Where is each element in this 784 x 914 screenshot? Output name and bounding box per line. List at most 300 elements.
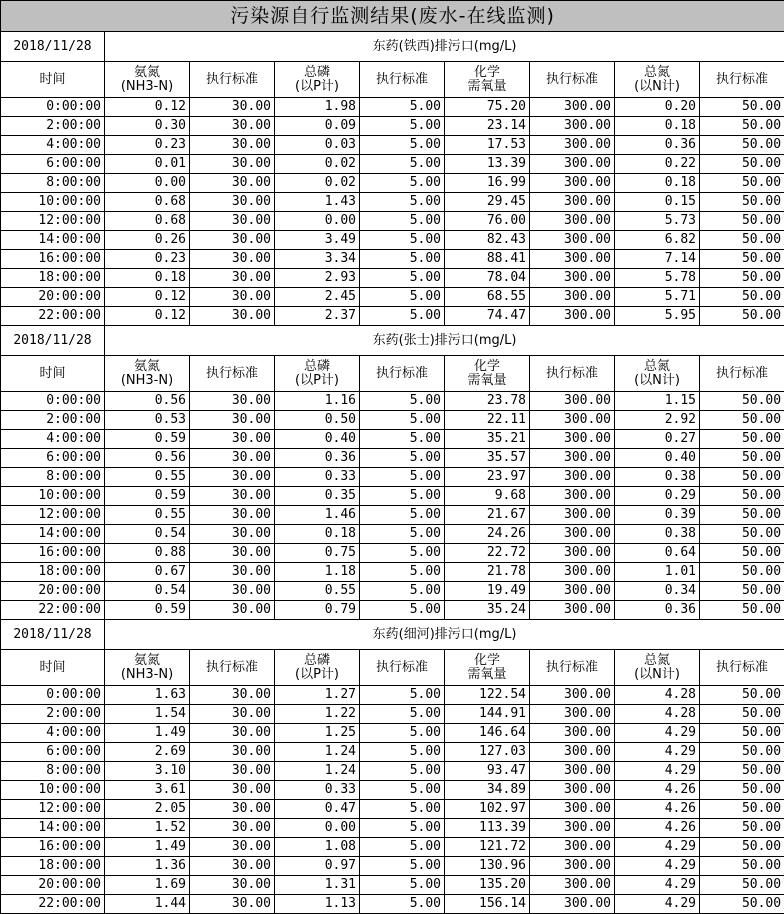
cod-standard: 300.00 [530, 705, 615, 724]
cod-value: 146.64 [445, 724, 530, 743]
header-tp-line2: (以P计) [276, 80, 358, 94]
nh3-value: 3.10 [105, 762, 190, 781]
tn-standard: 50.00 [700, 705, 784, 724]
tn-standard: 50.00 [700, 800, 784, 819]
nh3-value: 1.63 [105, 686, 190, 705]
nh3-standard: 30.00 [190, 449, 275, 468]
nh3-value: 0.68 [105, 212, 190, 231]
nh3-value: 0.12 [105, 98, 190, 117]
header-cod-line1: 化学 [446, 360, 528, 374]
nh3-standard: 30.00 [190, 269, 275, 288]
tn-standard: 50.00 [700, 544, 784, 563]
cod-value: 135.20 [445, 876, 530, 895]
cod-value: 22.11 [445, 411, 530, 430]
tp-standard: 5.00 [360, 563, 445, 582]
nh3-value: 0.23 [105, 136, 190, 155]
time-cell: 22:00:00 [1, 601, 105, 620]
tn-value: 0.27 [615, 430, 700, 449]
tp-value: 1.31 [275, 876, 360, 895]
table-row [1, 430, 784, 449]
cod-standard: 300.00 [530, 525, 615, 544]
time-cell: 4:00:00 [1, 136, 105, 155]
tp-value: 0.55 [275, 582, 360, 601]
time-cell: 8:00:00 [1, 468, 105, 487]
table-row [1, 307, 784, 326]
tp-standard: 5.00 [360, 506, 445, 525]
tn-value: 0.34 [615, 582, 700, 601]
header-time: 时间 [1, 650, 105, 686]
nh3-standard: 30.00 [190, 155, 275, 174]
cod-value: 35.57 [445, 449, 530, 468]
tn-value: 0.64 [615, 544, 700, 563]
header-standard: 执行标准 [530, 650, 615, 686]
table-row [1, 705, 784, 724]
tn-value: 0.38 [615, 525, 700, 544]
time-cell: 10:00:00 [1, 487, 105, 506]
tp-standard: 5.00 [360, 250, 445, 269]
table-row [1, 762, 784, 781]
cod-value: 68.55 [445, 288, 530, 307]
tn-standard: 50.00 [700, 430, 784, 449]
time-cell: 18:00:00 [1, 269, 105, 288]
cod-value: 156.14 [445, 895, 530, 914]
section-header-row [1, 32, 784, 62]
tp-standard: 5.00 [360, 838, 445, 857]
cod-standard: 300.00 [530, 819, 615, 838]
nh3-standard: 30.00 [190, 838, 275, 857]
header-tp-line2: (以P计) [276, 374, 358, 388]
time-cell: 4:00:00 [1, 430, 105, 449]
section-date: 2018/11/28 [1, 326, 105, 356]
cod-value: 34.89 [445, 781, 530, 800]
nh3-standard: 30.00 [190, 411, 275, 430]
header-cod-line1: 化学 [446, 654, 528, 668]
tp-standard: 5.00 [360, 98, 445, 117]
tp-value: 0.02 [275, 155, 360, 174]
tp-value: 0.33 [275, 781, 360, 800]
tn-standard: 50.00 [700, 117, 784, 136]
tn-value: 4.29 [615, 762, 700, 781]
time-cell: 12:00:00 [1, 212, 105, 231]
tp-standard: 5.00 [360, 781, 445, 800]
nh3-standard: 30.00 [190, 743, 275, 762]
cod-value: 23.14 [445, 117, 530, 136]
nh3-standard: 30.00 [190, 724, 275, 743]
cod-standard: 300.00 [530, 307, 615, 326]
header-standard: 执行标准 [360, 356, 445, 392]
header-standard: 执行标准 [190, 62, 275, 98]
tp-value: 2.45 [275, 288, 360, 307]
cod-value: 130.96 [445, 857, 530, 876]
tn-standard: 50.00 [700, 895, 784, 914]
header-nh3-line1: 氨氮 [106, 654, 188, 668]
nh3-value: 1.54 [105, 705, 190, 724]
table-row [1, 212, 784, 231]
tp-value: 3.49 [275, 231, 360, 250]
tp-value: 0.75 [275, 544, 360, 563]
tp-standard: 5.00 [360, 269, 445, 288]
nh3-value: 1.44 [105, 895, 190, 914]
tn-standard: 50.00 [700, 487, 784, 506]
table-row [1, 601, 784, 620]
header-standard: 执行标准 [700, 650, 784, 686]
time-cell: 22:00:00 [1, 895, 105, 914]
table-row [1, 231, 784, 250]
header-standard: 执行标准 [360, 62, 445, 98]
time-cell: 20:00:00 [1, 582, 105, 601]
tp-standard: 5.00 [360, 193, 445, 212]
tp-value: 0.35 [275, 487, 360, 506]
tp-standard: 5.00 [360, 601, 445, 620]
nh3-value: 0.55 [105, 468, 190, 487]
station-name: 东药(张士)排污口(mg/L) [105, 326, 784, 356]
tn-value: 0.29 [615, 487, 700, 506]
tn-value: 4.29 [615, 857, 700, 876]
nh3-value: 1.52 [105, 819, 190, 838]
cod-value: 35.21 [445, 430, 530, 449]
cod-value: 21.67 [445, 506, 530, 525]
cod-standard: 300.00 [530, 800, 615, 819]
cod-standard: 300.00 [530, 430, 615, 449]
table-row [1, 269, 784, 288]
tn-value: 0.20 [615, 98, 700, 117]
tp-standard: 5.00 [360, 743, 445, 762]
cod-standard: 300.00 [530, 231, 615, 250]
header-tp-line2: (以P计) [276, 668, 358, 682]
tp-standard: 5.00 [360, 231, 445, 250]
header-tn [615, 650, 700, 686]
tn-value: 4.26 [615, 819, 700, 838]
time-cell: 12:00:00 [1, 506, 105, 525]
tp-value: 0.00 [275, 212, 360, 231]
cod-value: 9.68 [445, 487, 530, 506]
nh3-standard: 30.00 [190, 174, 275, 193]
tp-standard: 5.00 [360, 468, 445, 487]
header-nh3 [105, 62, 190, 98]
table-row [1, 781, 784, 800]
tn-value: 6.82 [615, 231, 700, 250]
cod-standard: 300.00 [530, 762, 615, 781]
header-cod-line2: 需氧量 [446, 80, 528, 94]
tn-standard: 50.00 [700, 838, 784, 857]
nh3-standard: 30.00 [190, 193, 275, 212]
header-tn-line2: (以N计) [616, 80, 698, 94]
time-cell: 2:00:00 [1, 117, 105, 136]
section-header-row [1, 620, 784, 650]
nh3-value: 0.68 [105, 193, 190, 212]
nh3-value: 0.59 [105, 487, 190, 506]
tp-value: 2.93 [275, 269, 360, 288]
tp-value: 1.16 [275, 392, 360, 411]
tp-standard: 5.00 [360, 705, 445, 724]
cod-standard: 300.00 [530, 250, 615, 269]
tn-value: 4.29 [615, 724, 700, 743]
nh3-standard: 30.00 [190, 544, 275, 563]
nh3-value: 0.56 [105, 449, 190, 468]
table-row [1, 544, 784, 563]
tn-standard: 50.00 [700, 193, 784, 212]
cod-standard: 300.00 [530, 155, 615, 174]
nh3-standard: 30.00 [190, 705, 275, 724]
tp-standard: 5.00 [360, 724, 445, 743]
cod-value: 93.47 [445, 762, 530, 781]
tp-value: 0.33 [275, 468, 360, 487]
cod-standard: 300.00 [530, 838, 615, 857]
header-tp-line1: 总磷 [276, 654, 358, 668]
tp-value: 0.40 [275, 430, 360, 449]
table-row [1, 686, 784, 705]
header-cod-line2: 需氧量 [446, 668, 528, 682]
time-cell: 6:00:00 [1, 743, 105, 762]
tp-value: 1.46 [275, 506, 360, 525]
tn-standard: 50.00 [700, 155, 784, 174]
nh3-value: 2.05 [105, 800, 190, 819]
header-nh3 [105, 356, 190, 392]
tn-value: 4.26 [615, 781, 700, 800]
header-cod [445, 356, 530, 392]
tn-standard: 50.00 [700, 449, 784, 468]
header-tn-line1: 总氮 [616, 66, 698, 80]
tp-value: 1.43 [275, 193, 360, 212]
cod-value: 23.97 [445, 468, 530, 487]
cod-standard: 300.00 [530, 487, 615, 506]
station-name: 东药(铁西)排污口(mg/L) [105, 32, 784, 62]
tp-value: 0.00 [275, 819, 360, 838]
tp-standard: 5.00 [360, 895, 445, 914]
cod-standard: 300.00 [530, 876, 615, 895]
cod-value: 19.49 [445, 582, 530, 601]
time-cell: 8:00:00 [1, 174, 105, 193]
tp-standard: 5.00 [360, 544, 445, 563]
tn-standard: 50.00 [700, 743, 784, 762]
cod-standard: 300.00 [530, 174, 615, 193]
nh3-standard: 30.00 [190, 506, 275, 525]
header-standard: 执行标准 [360, 650, 445, 686]
column-header-row [1, 356, 784, 392]
cod-value: 17.53 [445, 136, 530, 155]
nh3-value: 0.59 [105, 430, 190, 449]
header-cod-line1: 化学 [446, 66, 528, 80]
tn-standard: 50.00 [700, 525, 784, 544]
cod-value: 122.54 [445, 686, 530, 705]
nh3-value: 1.69 [105, 876, 190, 895]
cod-standard: 300.00 [530, 563, 615, 582]
cod-value: 23.78 [445, 392, 530, 411]
header-tp-line1: 总磷 [276, 66, 358, 80]
tp-value: 1.22 [275, 705, 360, 724]
table-row [1, 174, 784, 193]
nh3-value: 1.49 [105, 838, 190, 857]
nh3-standard: 30.00 [190, 563, 275, 582]
nh3-standard: 30.00 [190, 582, 275, 601]
table-row [1, 838, 784, 857]
header-nh3-line2: (NH3-N) [106, 374, 188, 388]
nh3-standard: 30.00 [190, 468, 275, 487]
tp-standard: 5.00 [360, 525, 445, 544]
cod-value: 88.41 [445, 250, 530, 269]
table-row [1, 819, 784, 838]
nh3-standard: 30.00 [190, 288, 275, 307]
nh3-value: 0.53 [105, 411, 190, 430]
tn-value: 4.29 [615, 895, 700, 914]
time-cell: 8:00:00 [1, 762, 105, 781]
nh3-value: 1.36 [105, 857, 190, 876]
tn-value: 4.28 [615, 686, 700, 705]
header-standard: 执行标准 [530, 356, 615, 392]
header-tn-line1: 总氮 [616, 654, 698, 668]
time-cell: 14:00:00 [1, 525, 105, 544]
tn-standard: 50.00 [700, 392, 784, 411]
nh3-value: 0.56 [105, 392, 190, 411]
cod-value: 78.04 [445, 269, 530, 288]
table-row [1, 487, 784, 506]
nh3-value: 0.00 [105, 174, 190, 193]
time-cell: 12:00:00 [1, 800, 105, 819]
tn-standard: 50.00 [700, 212, 784, 231]
tn-standard: 50.00 [700, 724, 784, 743]
tn-value: 0.40 [615, 449, 700, 468]
header-tn-line1: 总氮 [616, 360, 698, 374]
nh3-standard: 30.00 [190, 686, 275, 705]
nh3-value: 0.12 [105, 307, 190, 326]
tp-standard: 5.00 [360, 819, 445, 838]
table-row [1, 193, 784, 212]
nh3-value: 0.23 [105, 250, 190, 269]
table-row [1, 411, 784, 430]
tn-standard: 50.00 [700, 582, 784, 601]
cod-value: 16.99 [445, 174, 530, 193]
cod-value: 74.47 [445, 307, 530, 326]
nh3-value: 0.01 [105, 155, 190, 174]
tn-standard: 50.00 [700, 411, 784, 430]
cod-standard: 300.00 [530, 895, 615, 914]
cod-standard: 300.00 [530, 288, 615, 307]
tp-value: 0.79 [275, 601, 360, 620]
tn-standard: 50.00 [700, 781, 784, 800]
nh3-standard: 30.00 [190, 525, 275, 544]
time-cell: 16:00:00 [1, 544, 105, 563]
tp-value: 0.02 [275, 174, 360, 193]
tp-value: 0.18 [275, 525, 360, 544]
station-name: 东药(细河)排污口(mg/L) [105, 620, 784, 650]
tn-value: 7.14 [615, 250, 700, 269]
cod-value: 113.39 [445, 819, 530, 838]
header-standard: 执行标准 [700, 356, 784, 392]
table-row [1, 288, 784, 307]
tn-standard: 50.00 [700, 136, 784, 155]
nh3-value: 0.30 [105, 117, 190, 136]
table-row [1, 724, 784, 743]
tp-standard: 5.00 [360, 117, 445, 136]
tp-standard: 5.00 [360, 392, 445, 411]
nh3-value: 0.18 [105, 269, 190, 288]
tp-value: 0.36 [275, 449, 360, 468]
table-row [1, 743, 784, 762]
table-row [1, 525, 784, 544]
nh3-standard: 30.00 [190, 819, 275, 838]
nh3-standard: 30.00 [190, 781, 275, 800]
table-row [1, 506, 784, 525]
time-cell: 6:00:00 [1, 155, 105, 174]
nh3-standard: 30.00 [190, 876, 275, 895]
nh3-standard: 30.00 [190, 487, 275, 506]
tp-value: 0.50 [275, 411, 360, 430]
table-row [1, 857, 784, 876]
time-cell: 20:00:00 [1, 288, 105, 307]
header-tp [275, 356, 360, 392]
tp-value: 1.98 [275, 98, 360, 117]
tp-standard: 5.00 [360, 155, 445, 174]
nh3-standard: 30.00 [190, 250, 275, 269]
cod-value: 144.91 [445, 705, 530, 724]
page-title: 污染源自行监测结果(废水-在线监测) [1, 1, 784, 32]
cod-standard: 300.00 [530, 269, 615, 288]
time-cell: 16:00:00 [1, 250, 105, 269]
time-cell: 0:00:00 [1, 98, 105, 117]
tp-value: 0.97 [275, 857, 360, 876]
nh3-value: 0.55 [105, 506, 190, 525]
header-tp [275, 62, 360, 98]
tp-value: 0.09 [275, 117, 360, 136]
tn-value: 4.29 [615, 838, 700, 857]
tn-value: 0.36 [615, 601, 700, 620]
tn-value: 4.26 [615, 800, 700, 819]
nh3-standard: 30.00 [190, 98, 275, 117]
cod-standard: 300.00 [530, 468, 615, 487]
header-time: 时间 [1, 356, 105, 392]
table-row [1, 449, 784, 468]
tn-standard: 50.00 [700, 686, 784, 705]
tn-standard: 50.00 [700, 876, 784, 895]
nh3-standard: 30.00 [190, 762, 275, 781]
header-nh3-line1: 氨氮 [106, 66, 188, 80]
cod-standard: 300.00 [530, 781, 615, 800]
tp-standard: 5.00 [360, 487, 445, 506]
section-date: 2018/11/28 [1, 32, 105, 62]
nh3-value: 0.88 [105, 544, 190, 563]
header-nh3-line2: (NH3-N) [106, 668, 188, 682]
header-nh3-line2: (NH3-N) [106, 80, 188, 94]
table-row [1, 155, 784, 174]
column-header-row [1, 62, 784, 98]
header-time: 时间 [1, 62, 105, 98]
header-nh3-line1: 氨氮 [106, 360, 188, 374]
cod-standard: 300.00 [530, 392, 615, 411]
cod-value: 127.03 [445, 743, 530, 762]
tp-standard: 5.00 [360, 136, 445, 155]
tn-value: 4.28 [615, 705, 700, 724]
table-row [1, 582, 784, 601]
cod-value: 121.72 [445, 838, 530, 857]
nh3-value: 3.61 [105, 781, 190, 800]
tn-value: 2.92 [615, 411, 700, 430]
nh3-value: 0.54 [105, 525, 190, 544]
table-row [1, 800, 784, 819]
cod-standard: 300.00 [530, 449, 615, 468]
tp-standard: 5.00 [360, 212, 445, 231]
table-row [1, 98, 784, 117]
tn-value: 1.01 [615, 563, 700, 582]
time-cell: 4:00:00 [1, 724, 105, 743]
table-row [1, 117, 784, 136]
tp-value: 1.27 [275, 686, 360, 705]
time-cell: 14:00:00 [1, 819, 105, 838]
tp-standard: 5.00 [360, 449, 445, 468]
nh3-value: 0.26 [105, 231, 190, 250]
cod-value: 22.72 [445, 544, 530, 563]
nh3-standard: 30.00 [190, 136, 275, 155]
nh3-standard: 30.00 [190, 212, 275, 231]
